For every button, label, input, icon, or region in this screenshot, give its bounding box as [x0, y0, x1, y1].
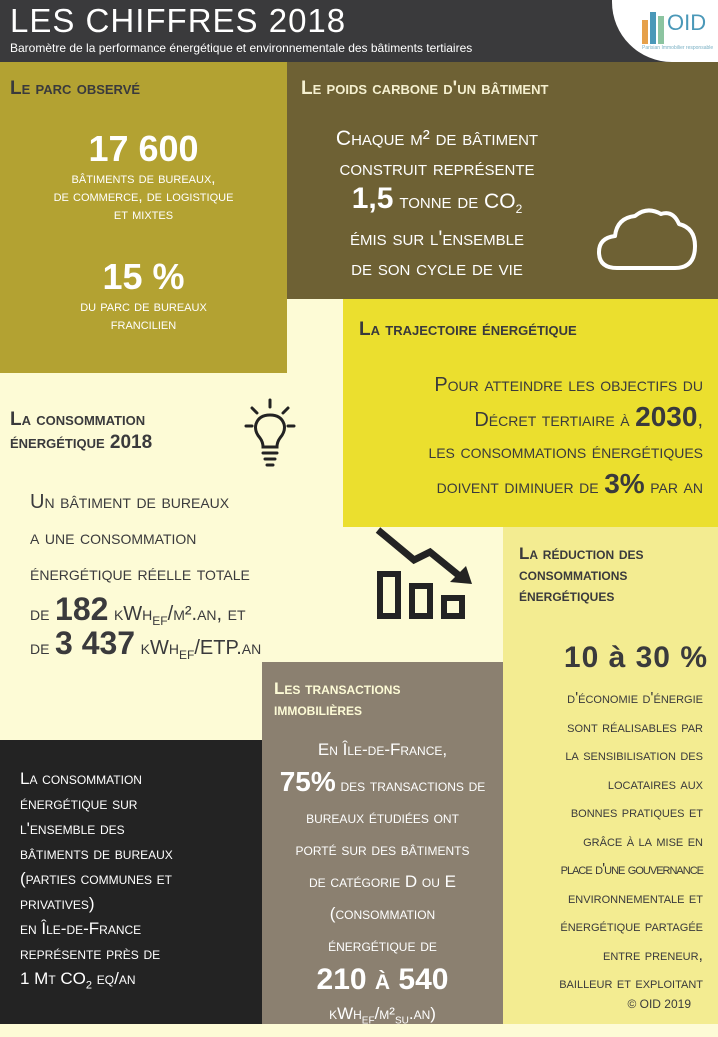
traj-heading: La trajectoire énergétique	[359, 319, 577, 340]
parc-count-desc-1: bâtiments de bureaux,	[71, 170, 216, 187]
reduc-line: bailleur et exploitant	[559, 975, 703, 992]
panel-parc-observe	[0, 62, 287, 373]
bottom-line: La consommation	[20, 769, 142, 788]
bottom-text	[20, 766, 173, 998]
reduc-line: grâce à la mise en	[583, 832, 703, 850]
page-title: LES CHIFFRES 2018	[10, 2, 347, 39]
traj-line2-end: ,	[697, 409, 703, 431]
reduc-line: énergétique partagée	[560, 918, 703, 935]
logo-bars-icon	[642, 10, 666, 44]
conso-line-3: énergétique réelle totale	[30, 563, 250, 585]
trans-unit-sub2: SU	[394, 1015, 409, 1027]
trans-line-5: de catégorie D ou E	[309, 872, 456, 891]
trans-unit-c: .an)	[408, 1004, 436, 1023]
traj-line-3: les consommations énergétiques	[428, 441, 703, 463]
trans-heading-1: Les transactions	[274, 679, 401, 698]
bottom-line: en Île-de-France	[20, 919, 142, 938]
bottom-last-b: eq/an	[92, 969, 136, 988]
trans-unit	[262, 998, 503, 1037]
conso-unit1-b: /m².an, et	[167, 603, 246, 625]
poids-co2-sub: 2	[515, 202, 523, 217]
conso-value-1: 182	[55, 591, 109, 627]
declining-chart-icon	[372, 522, 482, 622]
lightbulb-icon	[244, 398, 296, 468]
conso-line-5	[30, 625, 261, 662]
reduc-line: sont réalisables par	[567, 718, 703, 736]
bottom-line: représente près de	[20, 944, 161, 963]
parc-count-desc-2: de commerce, de logistique	[53, 188, 234, 205]
parc-pct-desc-1: du parc de bureaux	[80, 298, 207, 315]
panel-reduction	[503, 527, 718, 1024]
cloud-icon	[595, 202, 699, 274]
poids-line-4: émis sur l'ensemble	[349, 227, 525, 251]
trans-unit-b: /m²	[374, 1004, 395, 1023]
conso-heading-1: La consommation	[10, 409, 146, 430]
traj-line-1: Pour atteindre les objectifs du	[434, 374, 703, 396]
reduc-line: place d'une gouvernance	[560, 861, 703, 878]
conso-unit2-b: /ETP.an	[194, 637, 262, 659]
trans-line-4: porté sur des bâtiments	[295, 840, 470, 859]
trans-pct: 75%	[279, 766, 336, 797]
trans-line-7: énergétique de	[328, 936, 437, 955]
reduc-line: bonnes pratiques et	[570, 804, 703, 821]
parc-count-desc-3: et mixtes	[113, 206, 174, 223]
poids-line3-rest: tonne de CO	[399, 190, 516, 213]
bottom-last-a: 1 Mt CO	[20, 969, 86, 988]
reduc-heading	[519, 543, 644, 606]
parc-pct-desc-2: francilien	[110, 316, 177, 333]
header-bar	[0, 0, 718, 62]
reduc-line: environnementale et	[567, 889, 703, 907]
parc-count: 17 600	[88, 128, 199, 169]
bottom-last-sub: 2	[85, 979, 93, 992]
conso-line-4	[30, 591, 246, 628]
bottom-line: privatives)	[20, 894, 95, 913]
reduc-line: locataires aux	[607, 775, 703, 793]
page-subtitle: Baromètre de la performance énergétique et environnementale des bâtiments tertiaires	[10, 41, 473, 55]
trans-line-3: bureaux étudiées ont	[306, 808, 459, 827]
trans-line-6: (consommation	[329, 904, 436, 923]
panel-trajectoire	[343, 299, 718, 527]
trans-line2-rest: des transactions de	[340, 776, 486, 795]
traj-text	[343, 369, 703, 503]
conso-line-2: a une consommation	[30, 527, 197, 549]
conso-line4-pre: de	[30, 603, 50, 625]
reduc-line: d'économie d'énergie	[567, 690, 703, 707]
bottom-line: énergétique sur	[20, 794, 138, 813]
parc-pct-desc	[0, 298, 287, 334]
poids-line-1: Chaque m² de bâtiment	[335, 127, 539, 150]
reduc-line: la sensibilisation des	[565, 747, 703, 764]
poids-line-3	[287, 184, 587, 224]
bottom-line: l'ensemble des	[20, 819, 125, 838]
trans-line-1: En Île-de-France,	[317, 740, 448, 759]
traj-year: 2030	[635, 401, 698, 432]
parc-heading: Le parc observé	[10, 78, 141, 99]
trans-unit-a: kWh	[329, 1004, 362, 1023]
poids-heading: Le poids carbone d'un bâtiment	[301, 78, 549, 99]
poids-value: 1,5	[351, 182, 394, 215]
conso-line-1: Un bâtiment de bureaux	[30, 491, 230, 513]
traj-line4-text: doivent diminuer de	[436, 476, 599, 498]
parc-count-desc	[0, 170, 287, 224]
traj-line4-end: par an	[650, 476, 703, 498]
conso-unit2-sub: EF	[178, 648, 195, 662]
trans-heading	[274, 678, 400, 720]
reduc-heading-3: énergétiques	[519, 586, 615, 605]
bottom-line-last	[20, 966, 173, 998]
parc-pct: 15 %	[102, 256, 185, 297]
trans-line-2	[262, 766, 503, 802]
reduc-heading-2: consommations	[519, 565, 628, 584]
panel-transactions	[262, 662, 503, 1027]
panel-poids-carbone	[287, 62, 718, 299]
conso-line5-pre: de	[30, 637, 50, 659]
reduc-value: 10 à 30 %	[563, 641, 708, 674]
traj-pct: 3%	[604, 468, 645, 499]
bottom-line: (parties communes et	[20, 869, 173, 888]
panel-bottom-consommation	[0, 740, 262, 1024]
logo-tagline: Parisian Immobilier responsable	[642, 45, 714, 51]
trans-text	[262, 734, 503, 1037]
reduc-heading-1: La réduction des	[519, 544, 644, 563]
conso-unit1-sub: EF	[152, 614, 168, 628]
trans-range: 210 à 540	[316, 963, 449, 996]
trans-heading-2: immobilières	[274, 700, 363, 719]
conso-unit1-a: kWh	[113, 603, 153, 625]
copyright: © OID 2019	[627, 997, 691, 1011]
poids-line-5: de son cycle de vie	[351, 257, 523, 281]
reduc-text	[503, 685, 703, 999]
conso-heading-2: énergétique 2018	[10, 432, 153, 453]
traj-line-4	[343, 468, 703, 503]
traj-line2-text: Décret tertiaire à	[474, 409, 630, 431]
trans-unit-sub1: EF	[361, 1015, 375, 1027]
conso-unit2-a: kWh	[140, 637, 179, 659]
conso-value-2: 3 437	[55, 625, 136, 661]
logo-text: OID	[667, 10, 707, 35]
poids-text	[287, 124, 587, 284]
bottom-line: bâtiments de bureaux	[20, 844, 173, 863]
poids-line-2: construit représente	[339, 157, 535, 180]
traj-line-2	[343, 401, 703, 436]
reduc-line: entre preneur,	[603, 946, 703, 964]
